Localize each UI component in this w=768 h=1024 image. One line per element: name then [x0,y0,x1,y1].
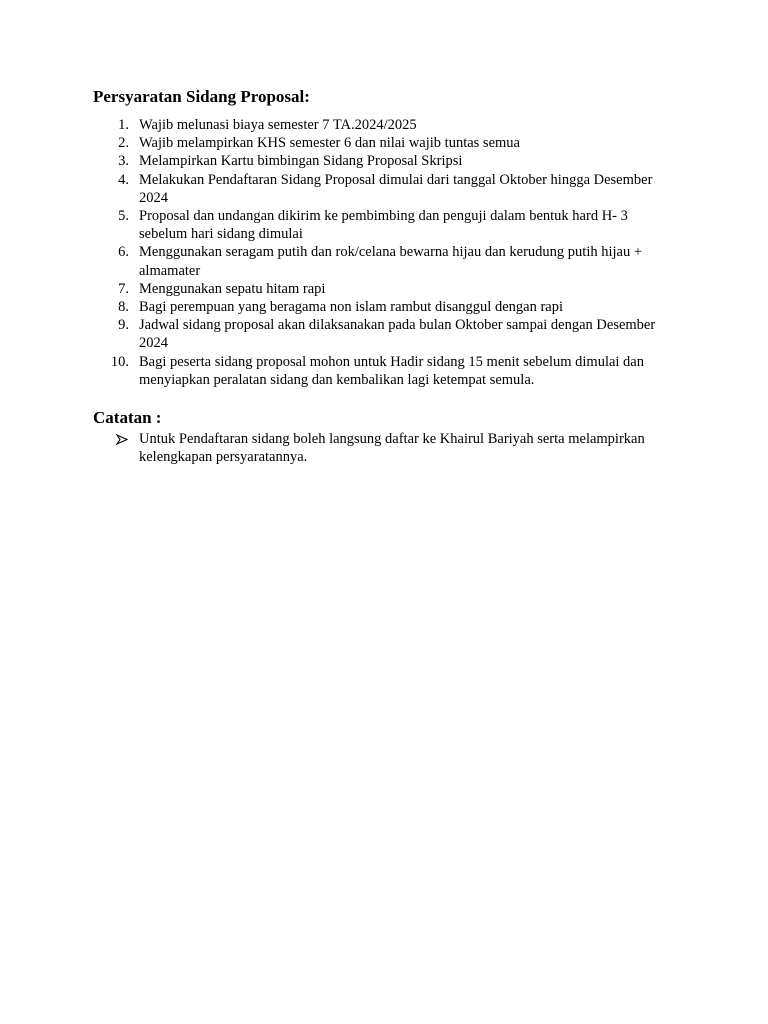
notes-heading: Catatan : [93,408,162,428]
list-item [93,207,673,243]
list-item [93,316,673,352]
list-item [93,152,673,170]
item-number: 1. [118,117,129,133]
list-item [93,353,673,389]
item-number: 4. [118,171,129,188]
item-number: 7. [118,280,129,297]
item-number: 6. [118,244,129,261]
requirements-list [93,116,673,389]
list-item [93,134,673,152]
item-number: 9. [118,317,129,334]
list-item [93,243,673,279]
item-text: Menggunakan seragam putih dan rok/celana bewarna hijau dan kerudung putih hijau + almamater [139,244,643,279]
item-text: Melampirkan Kartu bimbingan Sidang Proposal Skripsi [139,153,463,170]
list-item [93,298,673,316]
note-text: Untuk Pendaftaran sidang boleh langsung daftar ke Khairul Bariyah serta melampirkan kelengkapan persyaratannya. [139,431,645,466]
list-item [93,280,673,298]
item-text: Jadwal sidang proposal akan dilaksanakan pada bulan Oktober sampai dengan Desember 2024 [139,317,656,352]
document-page [93,86,673,466]
item-text: Wajib melunasi biaya semester 7 TA.2024/2025 [139,117,417,133]
requirements-heading: Persyaratan Sidang Proposal: [93,87,310,106]
item-number: 8. [118,299,129,316]
item-number: 3. [118,153,129,170]
item-text: Melakukan Pendaftaran Sidang Proposal dimulai dari tanggal Oktober hingga Desember 2024 [139,171,653,206]
item-text: Bagi perempuan yang beragama non islam rambut disanggul dengan rapi [139,299,563,316]
item-text: Bagi peserta sidang proposal mohon untuk Hadir sidang 15 menit sebelum dimulai dan menyiapkan peralatan sidang dan kembalikan lagi ketempat semula. [139,353,644,388]
item-number: 5. [118,208,129,225]
item-text: Proposal dan undangan dikirim ke pembimbing dan penguji dalam bentuk hard H- 3 sebelum hari sidang dimulai [139,208,628,243]
list-item [93,171,673,207]
item-text: Menggunakan sepatu hitam rapi [139,280,326,297]
item-text: Wajib melampirkan KHS semester 6 dan nilai wajib tuntas semua [139,135,520,152]
arrow-bullet-icon [115,430,129,448]
item-number: 10. [110,353,129,370]
list-item [93,430,673,466]
notes-list [93,430,673,466]
item-number: 2. [118,135,129,152]
list-item [93,116,673,134]
